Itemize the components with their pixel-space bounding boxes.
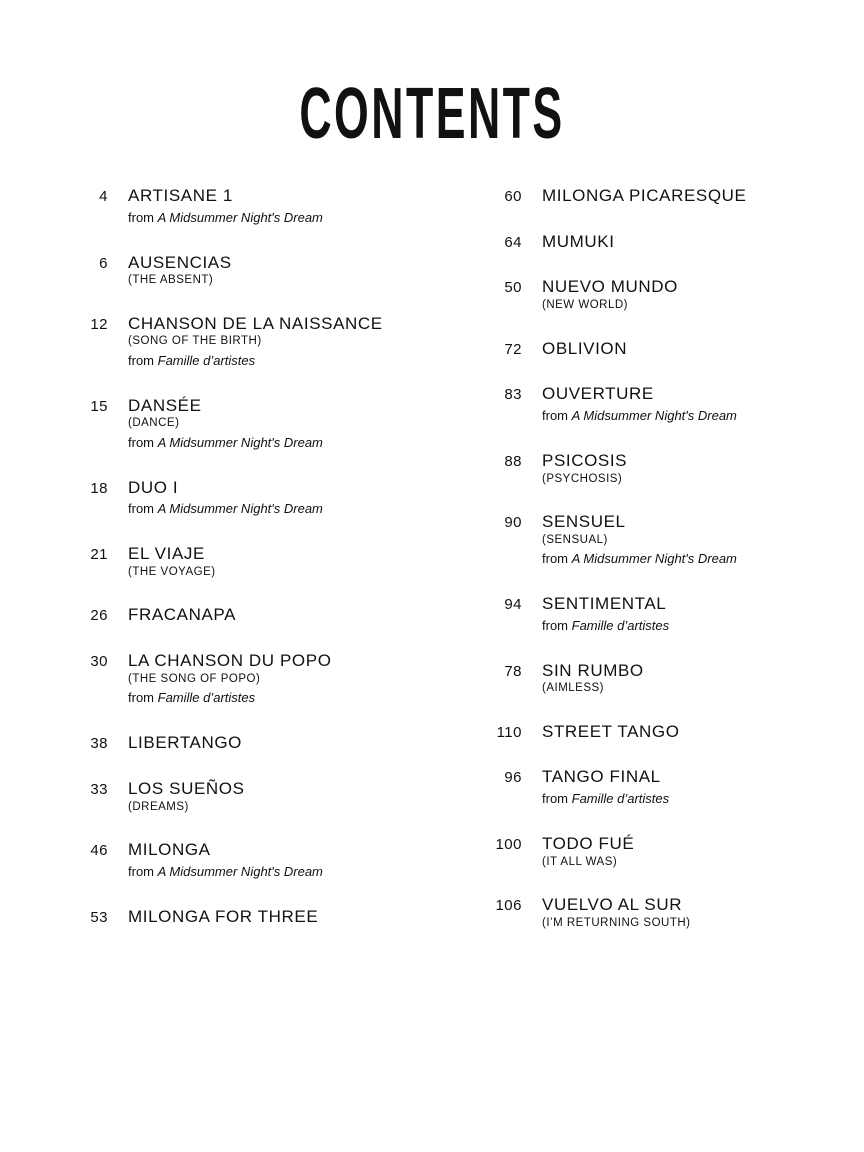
- entry-subtitle: (THE VOYAGE): [128, 566, 216, 578]
- entry-page-number: 53: [90, 908, 108, 926]
- entry-source-label: from: [128, 434, 154, 450]
- entry-title: FRACANAPA: [128, 605, 237, 625]
- entry-page-number: 83: [504, 386, 522, 404]
- entry-title: MILONGA FOR THREE: [128, 906, 319, 926]
- entry-title: NUEVO MUNDO: [542, 277, 678, 297]
- entry-source-label: from: [128, 690, 154, 706]
- page-title: CONTENTS: [299, 74, 565, 154]
- entry-page-number: 6: [99, 254, 108, 272]
- entry-page-number: 12: [90, 315, 108, 333]
- entry-text: [108, 253, 414, 288]
- entry-text: [522, 767, 808, 808]
- contents-entry[interactable]: [56, 907, 414, 927]
- entry-text: [108, 779, 414, 814]
- entry-subtitle: (DANCE): [128, 417, 180, 430]
- entry-text: [522, 451, 808, 486]
- entry-page-number: 96: [504, 769, 522, 787]
- entry-title: MUMUKI: [542, 231, 615, 251]
- entry-text: [522, 512, 808, 568]
- entry-title: AUSENCIAS: [128, 252, 232, 272]
- entry-text: [108, 605, 414, 625]
- entry-title: EL VIAJE: [128, 544, 205, 564]
- entry-source-label: from: [128, 352, 154, 368]
- entry-source: [542, 618, 808, 635]
- entry-title: VUELVO AL SUR: [542, 895, 683, 915]
- entry-source: [128, 435, 414, 452]
- entry-page-number: 110: [496, 723, 522, 741]
- contents-entry[interactable]: [56, 651, 414, 707]
- entry-source: [128, 690, 414, 707]
- entry-title: MILONGA: [128, 839, 211, 859]
- entry-subtitle: (DREAMS): [128, 800, 189, 813]
- contents-column-left: [56, 186, 432, 956]
- entry-source-title: Famille d’artistes: [571, 617, 670, 633]
- contents-entry[interactable]: [470, 451, 808, 486]
- entry-source: [542, 551, 808, 568]
- entry-text: [108, 651, 414, 707]
- entry-title: SENTIMENTAL: [542, 593, 667, 613]
- entry-title: SENSUEL: [542, 511, 626, 531]
- entry-text: [108, 396, 414, 452]
- entry-text: [108, 733, 414, 753]
- entry-page-number: 64: [504, 233, 522, 251]
- entry-subtitle: (SONG OF THE BIRTH): [128, 335, 262, 348]
- contents-entry[interactable]: [470, 594, 808, 635]
- entry-source-label: from: [542, 617, 568, 633]
- entry-text: [522, 232, 808, 252]
- entry-source-label: from: [542, 791, 568, 807]
- entry-source: [542, 791, 808, 808]
- contents-entry[interactable]: [56, 186, 414, 227]
- entry-source-title: A Midsummer Night's Dream: [571, 551, 737, 567]
- contents-columns: [0, 150, 864, 956]
- contents-entry[interactable]: [470, 232, 808, 252]
- entry-page-number: 15: [90, 397, 108, 415]
- entry-source-title: A Midsummer Night's Dream: [157, 209, 323, 225]
- entry-text: [522, 722, 808, 742]
- entry-title: DUO I: [128, 477, 179, 497]
- entry-page-number: 50: [504, 279, 522, 297]
- entry-text: [522, 661, 808, 696]
- entry-title: LOS SUEÑOS: [128, 778, 245, 798]
- entry-title: TODO FUÉ: [542, 833, 635, 853]
- entry-source-label: from: [542, 407, 568, 423]
- entry-text: [522, 186, 808, 206]
- entry-page-number: 38: [90, 735, 108, 753]
- entry-title: LA CHANSON DU POPO: [128, 651, 332, 671]
- entry-page-number: 60: [504, 188, 522, 205]
- contents-column-right: [432, 186, 808, 956]
- contents-entry[interactable]: [56, 396, 414, 452]
- entry-text: [522, 384, 808, 425]
- entry-page-number: 21: [90, 546, 108, 564]
- entry-source: [128, 210, 414, 227]
- entry-source-title: A Midsummer Night's Dream: [157, 434, 323, 450]
- entry-page-number: 33: [90, 780, 108, 798]
- entry-subtitle: (AIMLESS): [542, 682, 605, 695]
- entry-subtitle: (THE SONG OF POPO): [128, 672, 261, 685]
- entry-subtitle: (PSYCHOSIS): [542, 472, 623, 485]
- entry-page-number: 106: [495, 897, 522, 915]
- contents-entry[interactable]: [470, 661, 808, 696]
- entry-title: MILONGA PICARESQUE: [542, 186, 747, 205]
- entry-source-label: from: [128, 501, 154, 517]
- entry-page-number: 88: [504, 452, 522, 470]
- contents-entry[interactable]: [470, 512, 808, 568]
- entry-subtitle: (NEW WORLD): [542, 299, 628, 312]
- entry-page-number: 90: [504, 513, 522, 531]
- entry-source: [128, 501, 414, 518]
- contents-entry[interactable]: [56, 733, 414, 753]
- entry-title: CHANSON DE LA NAISSANCE: [128, 313, 383, 333]
- contents-entry[interactable]: [56, 478, 414, 519]
- contents-entry[interactable]: [56, 314, 414, 370]
- entry-text: [108, 186, 414, 227]
- entry-source-label: from: [128, 209, 154, 225]
- entry-title: SIN RUMBO: [542, 660, 644, 680]
- contents-entry[interactable]: [56, 544, 414, 579]
- entry-page-number: 72: [504, 340, 522, 358]
- entry-text: [522, 834, 808, 869]
- entry-page-number: 4: [99, 188, 108, 205]
- entry-source: [128, 864, 414, 881]
- entry-title: DANSÉE: [128, 395, 202, 415]
- entry-page-number: 100: [495, 835, 522, 853]
- entry-title: TANGO FINAL: [542, 767, 661, 787]
- entry-text: [522, 339, 808, 359]
- entry-source-title: Famille d’artistes: [157, 690, 256, 706]
- contents-entry[interactable]: [470, 186, 808, 206]
- entry-page-number: 30: [90, 653, 108, 671]
- contents-entry[interactable]: [56, 253, 414, 288]
- entry-subtitle: (IT ALL WAS): [542, 855, 618, 868]
- entry-text: [108, 840, 414, 881]
- entry-title: STREET TANGO: [542, 721, 680, 741]
- entry-source-label: from: [128, 863, 154, 879]
- entry-title: LIBERTANGO: [128, 733, 243, 753]
- entry-subtitle: (SENSUAL): [542, 533, 608, 546]
- entry-source-title: Famille d’artistes: [157, 352, 256, 368]
- contents-entry[interactable]: [470, 895, 808, 930]
- contents-entry[interactable]: [470, 767, 808, 808]
- entry-page-number: 46: [90, 841, 108, 859]
- contents-entry[interactable]: [56, 840, 414, 881]
- entry-text: [108, 314, 414, 370]
- entry-source: [128, 353, 414, 370]
- entry-page-number: 94: [504, 595, 522, 613]
- contents-entry[interactable]: [470, 834, 808, 869]
- entry-page-number: 18: [90, 479, 108, 497]
- entry-source-title: A Midsummer Night's Dream: [571, 407, 737, 423]
- entry-text: [522, 594, 808, 635]
- entry-subtitle: (I’M RETURNING SOUTH): [542, 916, 691, 929]
- entry-title: OUVERTURE: [542, 384, 654, 404]
- entry-source: [542, 408, 808, 425]
- contents-entry[interactable]: [470, 384, 808, 425]
- entry-page-number: 26: [90, 607, 108, 625]
- entry-text: [108, 907, 414, 927]
- entry-title: OBLIVION: [542, 338, 628, 358]
- entry-text: [108, 544, 414, 579]
- entry-text: [522, 895, 808, 930]
- contents-entry[interactable]: [56, 605, 414, 625]
- entry-text: [522, 277, 808, 312]
- entry-text: [108, 478, 414, 519]
- entry-title: ARTISANE 1: [128, 186, 233, 205]
- contents-entry[interactable]: [470, 722, 808, 742]
- entry-source-title: Famille d’artistes: [571, 791, 670, 807]
- entry-source-label: from: [542, 551, 568, 567]
- entry-source-title: A Midsummer Night's Dream: [157, 863, 323, 879]
- contents-entry[interactable]: [56, 779, 414, 814]
- entry-source-title: A Midsummer Night's Dream: [157, 501, 323, 517]
- entry-subtitle: (THE ABSENT): [128, 274, 214, 287]
- entry-title: PSICOSIS: [542, 450, 628, 470]
- contents-entry[interactable]: [470, 277, 808, 312]
- contents-entry[interactable]: [470, 339, 808, 359]
- entry-page-number: 78: [504, 662, 522, 680]
